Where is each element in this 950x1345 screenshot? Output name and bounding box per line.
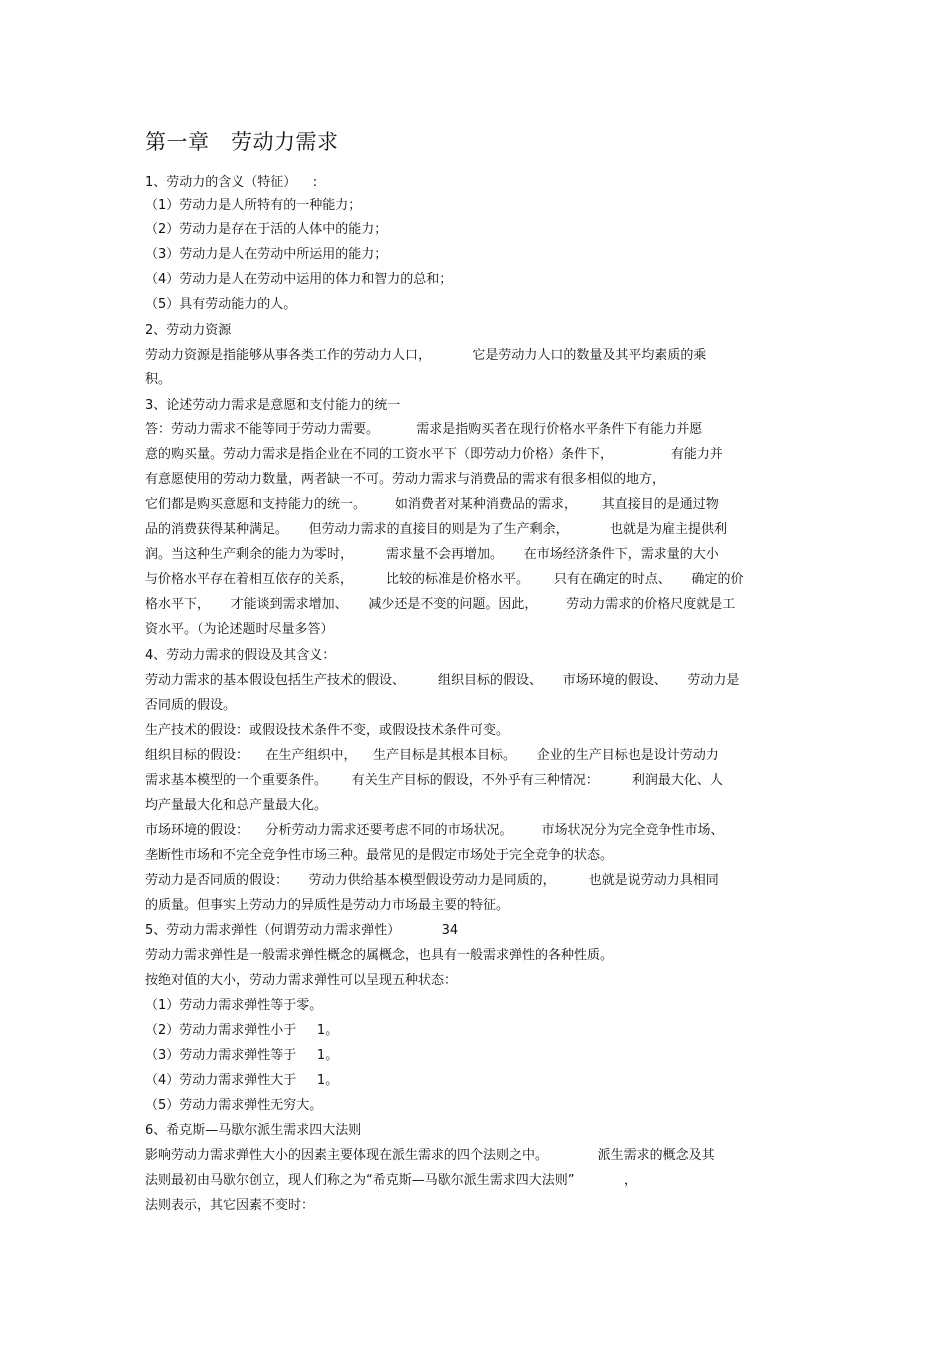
text-line: 答：劳动力需求不能等同于劳动力需要。 需求是指购买者在现行价格水平条件下有能力并愿 xyxy=(145,422,703,437)
text-line: 格水平下， 才能谈到需求增加、 减少还是不变的问题。因此， 劳动力需求的价格尺度就是工 xyxy=(145,597,736,612)
text-line: 劳动力是否同质的假设： 劳动力供给基本模型假设劳动力是同质的， 也就是说劳动力具相同 xyxy=(145,873,719,888)
text-line: 6、希克斯—马歇尔派生需求四大法则 xyxy=(145,1123,362,1138)
text-line: 资水平。（为论述题时尽量多答） xyxy=(145,622,334,637)
text-line: 意的购买量。劳动力需求是指企业在不同的工资水平下（即劳动力价格）条件下， 有能力并 xyxy=(145,447,723,462)
text-line: 劳动力需求弹性是一般需求弹性概念的属概念，也具有一般需求弹性的各种性质。 xyxy=(145,948,614,963)
text-line: 润。当这种生产剩余的能力为零时， 需求量不会再增加。 在市场经济条件下，需求量的大小 xyxy=(145,547,719,562)
text-line: 生产技术的假设：或假设技术条件不变，或假设技术条件可变。 xyxy=(145,723,510,738)
text-line: 影响劳动力需求弹性大小的因素主要体现在派生需求的四个法则之中。 派生需求的概念及其 xyxy=(145,1148,715,1163)
text-line: 按绝对值的大小，劳动力需求弹性可以呈现五种状态： xyxy=(145,973,458,988)
text-line: 的质量。但事实上劳动力的异质性是劳动力市场最主要的特征。 xyxy=(145,898,510,913)
text-line: 法则表示，其它因素不变时： xyxy=(145,1198,315,1213)
text-line: 它们都是购买意愿和支持能力的统一。 如消费者对某种消费品的需求， 其直接目的是通过物 xyxy=(145,497,719,512)
text-line: 2、劳动力资源 xyxy=(145,323,232,338)
text-line: （1）劳动力是人所特有的一种能力； xyxy=(145,198,362,213)
text-line: 积。 xyxy=(145,372,172,387)
text-line: 1、劳动力的含义（特征） : xyxy=(145,175,318,190)
text-line: 劳动力资源是指能够从事各类工作的劳动力人口， 它是劳动力人口的数量及其平均素质的乘 xyxy=(145,348,707,363)
text-line: 有意愿使用的劳动力数量，两者缺一不可。劳动力需求与消费品的需求有很多相似的地方， xyxy=(145,472,666,487)
text-line: 需求基本模型的一个重要条件。 有关生产目标的假设，不外乎有三种情况： 利润最大化、人 xyxy=(145,773,723,788)
text-line: （4）劳动力是人在劳动中运用的体力和智力的总和； xyxy=(145,272,453,287)
text-line: 5、劳动力需求弹性（何谓劳动力需求弹性） 34 xyxy=(145,923,459,938)
text-line: 市场环境的假设： 分析劳动力需求还要考虑不同的市场状况。 市场状况分为完全竞争性市场、 xyxy=(145,823,724,838)
text-line: 品的消费获得某种满足。 但劳动力需求的直接目的则是为了生产剩余， 也就是为雇主提供利 xyxy=(145,522,727,537)
text-line: 4、劳动力需求的假设及其含义： xyxy=(145,648,336,663)
text-line: 劳动力需求的基本假设包括生产技术的假设、 组织目标的假设、 市场环境的假设、 劳动力是 xyxy=(145,673,740,688)
chapter-title: 第一章 劳动力需求 xyxy=(145,130,339,154)
text-line: 法则最初由马歇尔创立，现人们称之为“希克斯—马歇尔派生需求四大法则” ， xyxy=(145,1173,638,1188)
text-line: （5）具有劳动能力的人。 xyxy=(145,297,297,312)
text-line: 垄断性市场和不完全竞争性市场三种。最常见的是假定市场处于完全竞争的状态。 xyxy=(145,848,614,863)
text-line: （4）劳动力需求弹性大于 1。 xyxy=(145,1073,339,1088)
text-line: （3）劳动力是人在劳动中所运用的能力； xyxy=(145,247,388,262)
text-line: 均产量最大化和总产量最大化。 xyxy=(145,798,328,813)
text-line: 3、论述劳动力需求是意愿和支付能力的统一 xyxy=(145,398,401,413)
text-line: （2）劳动力是存在于活的人体中的能力； xyxy=(145,222,388,237)
text-line: （2）劳动力需求弹性小于 1。 xyxy=(145,1023,339,1038)
text-line: （5）劳动力需求弹性无穷大。 xyxy=(145,1098,323,1113)
text-line: 组织目标的假设： 在生产组织中， 生产目标是其根本目标。 企业的生产目标也是设计劳动力 xyxy=(145,748,719,763)
text-line: （1）劳动力需求弹性等于零。 xyxy=(145,998,323,1013)
text-line: 否同质的假设。 xyxy=(145,698,237,713)
text-line: 与价格水平存在着相互依存的关系， 比较的标准是价格水平。 只有在确定的时点、 确定的价 xyxy=(145,572,744,587)
text-line: （3）劳动力需求弹性等于 1。 xyxy=(145,1048,339,1063)
